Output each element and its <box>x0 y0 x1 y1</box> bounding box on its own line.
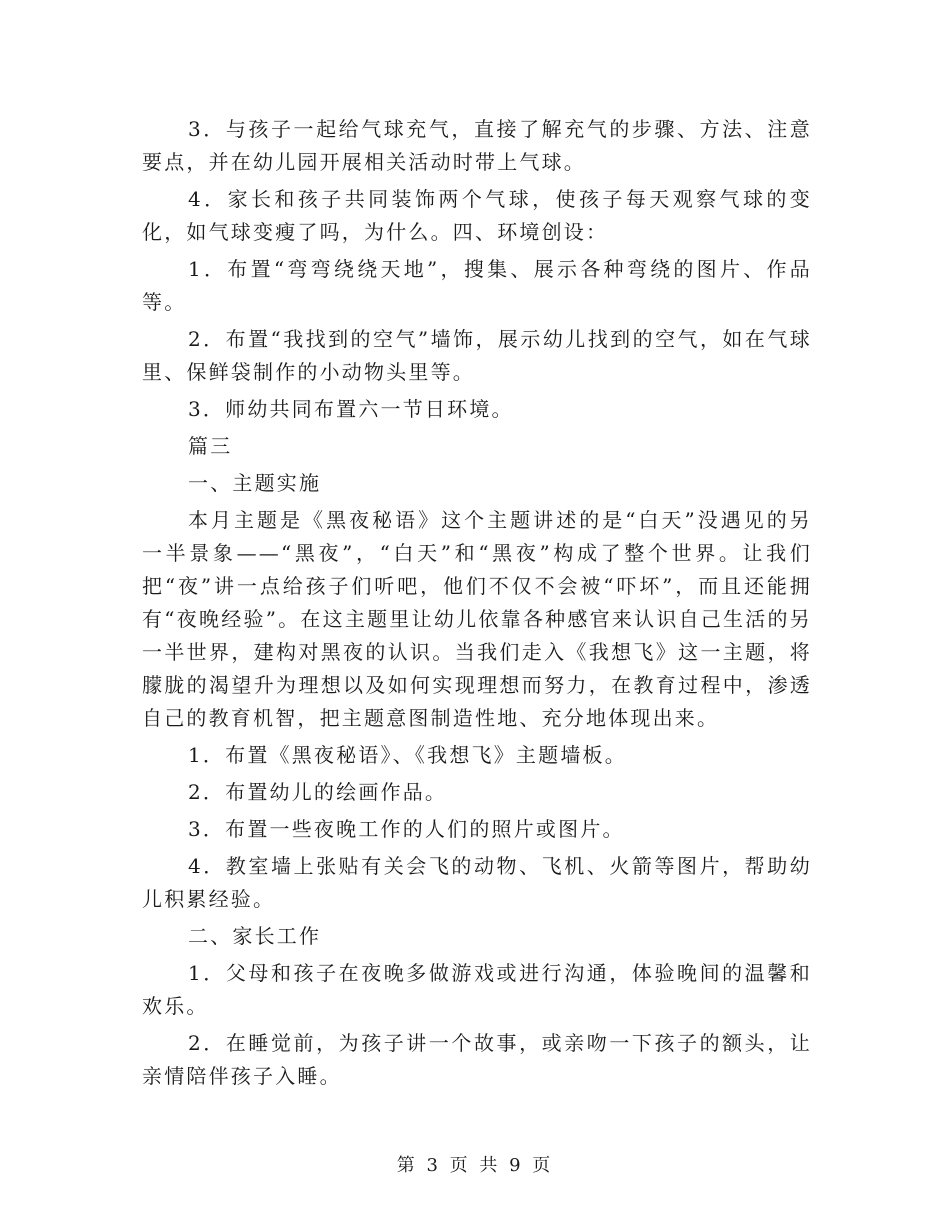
paragraph: 1．父母和孩子在夜晚多做游戏或进行沟通，体验晚间的温馨和欢乐。 <box>142 961 812 1018</box>
paragraph: 本月主题是《黑夜秘语》这个主题讲述的是“白天”没遇见的另一半景象——“黑夜”，“白天”和“黑夜”构成了整个世界。让我们把“夜”讲一点给孩子们听吧，他们不仅不会被“吓坏”，而且还能拥有“夜晚经验”。在这主题里让幼儿依靠各种感官来认识自己生活的另一半世界，建构对黑夜的认识。当我们走入《我想飞》这一主题，将朦胧的渴望升为理想以及如何实现理想而努力，在教育过程中，渗透自己的教育机智，把主题意图制造性地、充分地体现出来。 <box>142 508 812 730</box>
section-heading: 篇三 <box>188 434 233 458</box>
paragraph: 2．布置“我找到的空气”墙饰，展示幼儿找到的空气，如在气球里、保鲜袋制作的小动物头里等。 <box>142 327 812 384</box>
paragraph: 1．布置“弯弯绕绕天地”，搜集、展示各种弯绕的图片、作品等。 <box>142 257 812 314</box>
paragraph: 3．布置一些夜晚工作的人们的照片或图片。 <box>188 817 625 841</box>
paragraph: 3．师幼共同布置六一节日环境。 <box>188 397 514 421</box>
paragraph: 1．布置《黑夜秘语》、《我想飞》主题墙板。 <box>188 743 627 767</box>
paragraph: 4．家长和孩子共同装饰两个气球，使孩子每天观察气球的变化，如气球变瘦了吗，为什么。四、环境创设： <box>142 187 812 244</box>
section-heading: 一、主题实施 <box>188 471 322 495</box>
document-body <box>142 113 812 1097</box>
paragraph: 3．与孩子一起给气球充气，直接了解充气的步骤、方法、注意要点，并在幼儿园开展相关活动时带上气球。 <box>142 117 812 174</box>
paragraph: 2．布置幼儿的绘画作品。 <box>188 780 448 804</box>
section-heading: 二、家长工作 <box>188 924 322 948</box>
page-footer: 第 3 页 共 9 页 <box>396 1155 554 1176</box>
paragraph: 4．教室墙上张贴有关会飞的动物、飞机、火箭等图片，帮助幼儿积累经验。 <box>142 854 812 911</box>
paragraph: 2．在睡觉前，为孩子讲一个故事，或亲吻一下孩子的额头，让亲情陪伴孩子入睡。 <box>142 1031 812 1088</box>
